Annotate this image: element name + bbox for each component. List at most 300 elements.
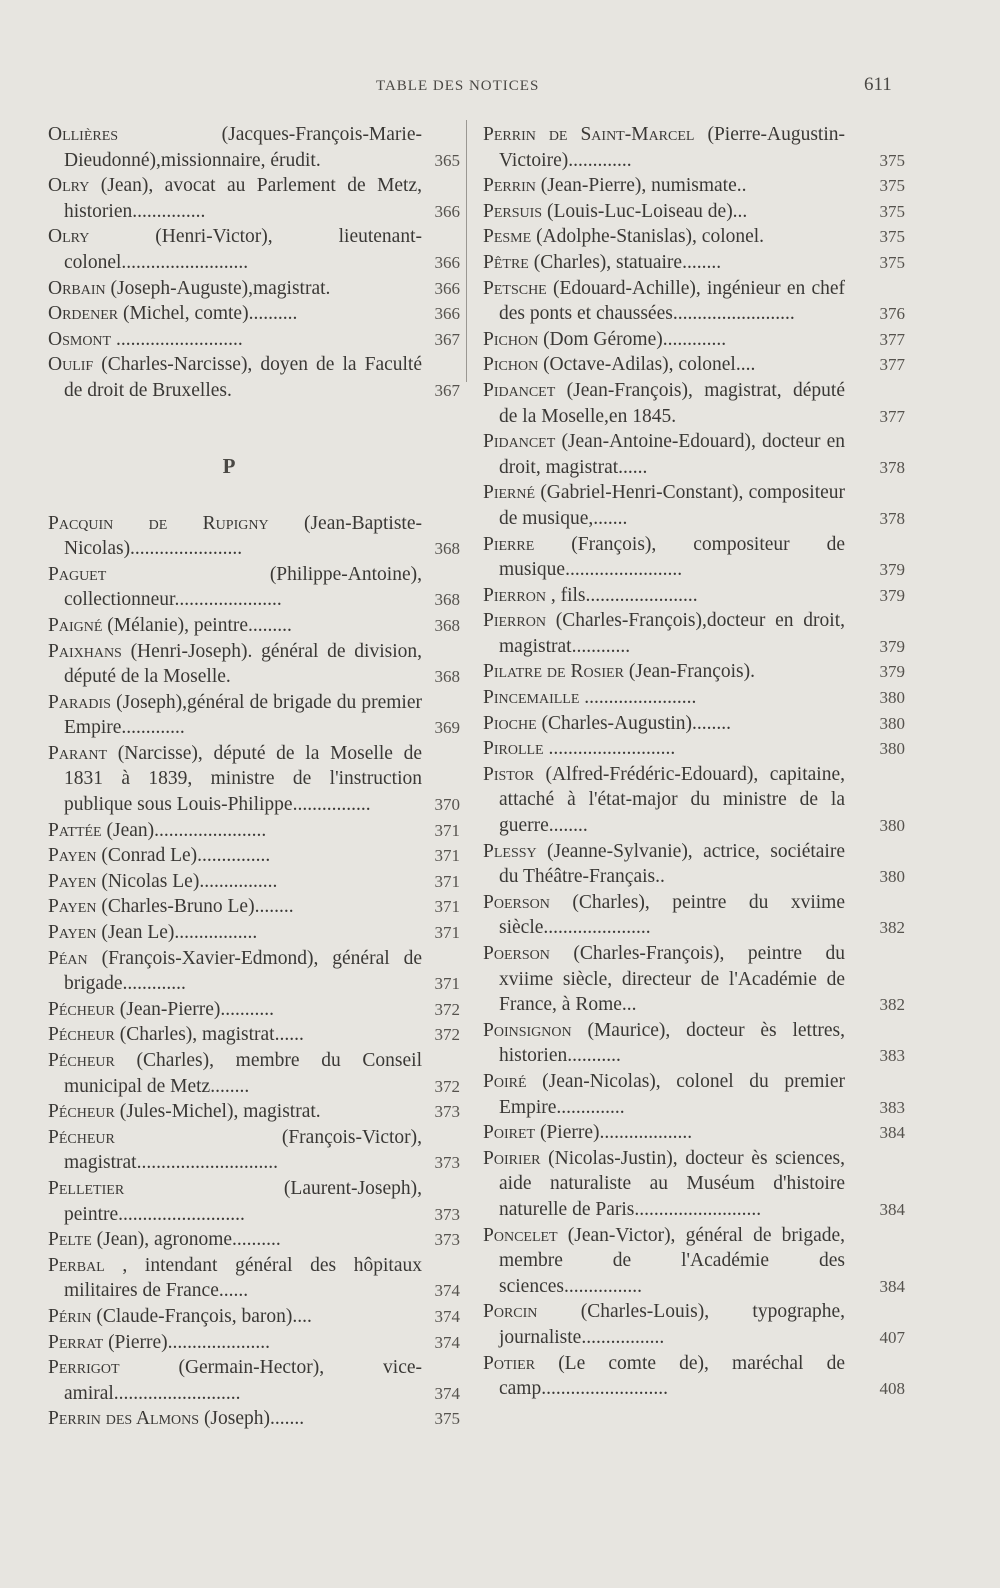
index-entry <box>48 869 460 895</box>
entry-description: (Narcisse), député de la Moselle de 1831 à 1839, ministre de l'instruction publique sous Louis-Philippe................ <box>64 742 423 816</box>
column-divider <box>466 120 467 382</box>
entry-text <box>48 613 422 639</box>
index-entry <box>483 1351 905 1402</box>
entry-list-p <box>48 511 460 1432</box>
entry-name: Péan <box>48 947 88 969</box>
entry-text <box>48 352 422 403</box>
entry-description: (Joseph),général de brigade du premier Empire............. <box>64 691 422 739</box>
entry-description: (Charles), peintre du xviime siècle...................... <box>499 891 845 939</box>
entry-name: Payen <box>48 870 97 892</box>
entry-page-number: 368 <box>434 539 460 559</box>
entry-page-number: 379 <box>879 662 905 682</box>
entry-text <box>483 1018 845 1069</box>
entry-text <box>483 276 845 327</box>
entry-description: (Jean), agronome.......... <box>96 1229 281 1251</box>
entry-name: Pincemaille <box>483 687 580 709</box>
section-letter: P <box>222 453 236 478</box>
index-entry <box>483 659 905 685</box>
entry-text <box>48 894 422 920</box>
entry-description: (Pierre-Augustin-Victoire)............. <box>499 124 846 171</box>
entry-page-number: 366 <box>434 304 460 324</box>
entry-name: Parant <box>48 742 108 764</box>
index-entry <box>48 1176 460 1227</box>
entry-name: Pécheur <box>48 1126 115 1148</box>
entry-name: Pécheur <box>48 998 115 1020</box>
index-entry <box>483 480 905 531</box>
entry-name: Payen <box>48 922 97 944</box>
entry-text <box>48 1176 422 1227</box>
index-entry <box>48 920 460 946</box>
index-entry <box>483 1018 905 1069</box>
entry-text <box>483 941 845 1018</box>
entry-text <box>48 511 422 562</box>
index-entry <box>483 711 905 737</box>
entry-name: Paguet <box>48 563 107 585</box>
entry-description: (Nicolas Le)................ <box>101 870 278 892</box>
index-entry <box>483 1120 905 1146</box>
entry-page-number: 408 <box>879 1379 905 1399</box>
entry-name: Périn <box>48 1305 92 1327</box>
entry-description: (Jean-Victor), général de brigade, membre de l'Académie des sciences................ <box>499 1224 846 1297</box>
entry-page-number: 382 <box>879 995 905 1015</box>
entry-page-number: 379 <box>879 585 905 605</box>
entry-description: (Jean), avocat au Parlement de Metz, historien............... <box>64 175 423 222</box>
entry-description: (Jean-Pierre)........... <box>119 998 275 1020</box>
entry-text <box>483 352 845 378</box>
entry-name: Paigné <box>48 614 103 636</box>
index-entry <box>48 1253 460 1304</box>
entry-text <box>483 1069 845 1120</box>
entry-description: (Germain-Hector), vice-amiral.......................... <box>64 1357 422 1404</box>
entry-text <box>483 122 845 173</box>
entry-text <box>48 1253 422 1304</box>
index-entry <box>48 122 460 173</box>
index-entry <box>48 276 460 302</box>
index-entry <box>48 613 460 639</box>
entry-description: (Nicolas-Justin), docteur ès sciences, aide naturaliste au Muséum d'histoire naturelle de Paris.......................... <box>499 1147 845 1220</box>
entry-name: Poirier <box>483 1147 541 1169</box>
entry-name: Pierron <box>483 610 546 632</box>
entry-name: Potier <box>483 1352 536 1374</box>
index-entry <box>483 532 905 583</box>
index-entry <box>483 1223 905 1300</box>
entry-name: Paradis <box>48 691 111 713</box>
entry-page-number: 366 <box>434 201 460 221</box>
entry-page-number: 368 <box>434 590 460 610</box>
entry-text <box>483 762 845 839</box>
entry-name: Pécheur <box>48 1101 115 1123</box>
entry-page-number: 372 <box>434 1025 460 1045</box>
entry-description: (Jean-Nicolas), colonel du premier Empire.............. <box>499 1070 845 1118</box>
entry-page-number: 367 <box>434 380 460 400</box>
entry-text <box>48 1406 422 1432</box>
index-entry <box>48 741 460 818</box>
entry-page-number: 379 <box>879 636 905 656</box>
index-entry <box>48 1048 460 1099</box>
entry-name: Poiret <box>483 1122 536 1144</box>
entry-name: Poiré <box>483 1070 527 1092</box>
entry-name: Orbain <box>48 277 106 299</box>
entry-page-number: 368 <box>434 615 460 635</box>
index-entry <box>483 250 905 276</box>
entry-description: ....................... <box>584 687 697 709</box>
entry-page-number: 371 <box>434 974 460 994</box>
entry-text <box>48 276 422 302</box>
entry-text <box>48 1125 422 1176</box>
index-entry <box>483 762 905 839</box>
index-entry <box>48 639 460 690</box>
index-entry <box>48 1304 460 1330</box>
entry-description: , fils....................... <box>550 584 698 606</box>
entry-name: Perrigot <box>48 1357 120 1379</box>
entry-name: Pesme <box>483 226 532 248</box>
entry-page-number: 377 <box>879 406 905 426</box>
index-entry <box>483 1069 905 1120</box>
entry-page-number: 367 <box>434 329 460 349</box>
entry-text <box>483 532 845 583</box>
entry-description: (Charles-François),docteur en droit, magistrat............ <box>499 610 845 657</box>
entry-description: (Jules-Michel), magistrat. <box>119 1101 321 1123</box>
index-entry <box>48 327 460 353</box>
entry-name: Perrat <box>48 1331 104 1353</box>
entry-page-number: 375 <box>434 1409 460 1429</box>
entry-description: .......................... <box>115 328 243 350</box>
entry-name: Pidancet <box>483 379 556 401</box>
entry-description: (Jacques-François-Marie-Dieudonné),missionnaire, érudit. <box>64 124 422 171</box>
index-entry <box>483 685 905 711</box>
index-entry <box>48 511 460 562</box>
entry-description: (Alfred-Frédéric-Edouard), capitaine, attaché à l'état-major du ministre de la guerre........ <box>499 763 845 837</box>
index-entry <box>483 941 905 1018</box>
entry-name: Pelletier <box>48 1177 125 1199</box>
entry-name: Pattée <box>48 819 102 841</box>
entry-description: (Jean-Baptiste-Nicolas)....................... <box>64 512 422 560</box>
entry-list-p-continued <box>483 122 905 1402</box>
right-column <box>483 122 905 1402</box>
index-entry <box>48 352 460 403</box>
entry-text <box>483 1351 845 1402</box>
entry-name: Ollières <box>48 124 119 145</box>
entry-text <box>48 173 422 224</box>
entry-name: Paixhans <box>48 640 122 662</box>
entry-text <box>483 890 845 941</box>
entry-description: (Philippe-Antoine), collectionneur...................... <box>64 563 422 611</box>
entry-name: Pêtre <box>483 251 529 273</box>
entry-name: Petsche <box>483 277 547 299</box>
index-entry <box>483 224 905 250</box>
entry-text <box>483 224 845 250</box>
index-entry <box>48 301 460 327</box>
entry-name: Pacquin de Rupigny <box>48 512 269 534</box>
entry-page-number: 365 <box>434 150 460 170</box>
entry-description: .......................... <box>548 738 676 760</box>
entry-text <box>483 839 845 890</box>
entry-text <box>483 711 845 737</box>
entry-text <box>48 122 422 173</box>
entry-text <box>483 173 845 199</box>
index-entry <box>483 608 905 659</box>
entry-description: (Maurice), docteur ès lettres, historien........... <box>499 1019 845 1067</box>
entry-page-number: 369 <box>434 718 460 738</box>
entry-text <box>483 1223 845 1300</box>
entry-text <box>48 301 422 327</box>
entry-name: Poerson <box>483 891 550 913</box>
entry-page-number: 374 <box>434 1281 460 1301</box>
entry-page-number: 376 <box>879 304 905 324</box>
entry-text <box>48 920 422 946</box>
entry-name: Porcin <box>483 1301 538 1323</box>
index-entry <box>483 327 905 353</box>
entry-name: Pistor <box>483 763 535 785</box>
index-entry <box>483 378 905 429</box>
entry-description: (Charles-Louis), typographe, journaliste................. <box>499 1301 845 1348</box>
entry-text <box>483 583 845 609</box>
entry-description: (Claude-François, baron).... <box>96 1305 312 1327</box>
index-entry <box>48 562 460 613</box>
entry-text <box>48 327 422 353</box>
entry-name: Perrin <box>483 175 536 197</box>
entry-description: (Joseph-Auguste),magistrat. <box>110 277 331 299</box>
entry-page-number: 371 <box>434 871 460 891</box>
entry-page-number: 377 <box>879 355 905 375</box>
entry-page-number: 384 <box>879 1199 905 1219</box>
entry-description: (Adolphe-Stanislas), colonel. <box>536 226 765 248</box>
entry-name: Pécheur <box>48 1050 115 1071</box>
index-entry <box>48 224 460 275</box>
entry-page-number: 371 <box>434 820 460 840</box>
index-entry <box>48 1330 460 1356</box>
entry-page-number: 380 <box>879 688 905 708</box>
entry-description: (Charles-François), peintre du xviime siècle, directeur de l'Académie de France, à Rome... <box>499 943 846 1016</box>
entry-text <box>483 1146 845 1223</box>
entry-text <box>483 659 845 685</box>
entry-description: (Charles), statuaire........ <box>533 251 722 273</box>
index-entry <box>48 1022 460 1048</box>
entry-text <box>483 250 845 276</box>
page-number: 611 <box>864 74 892 95</box>
entry-text <box>48 1048 422 1099</box>
index-entry <box>48 1125 460 1176</box>
index-entry <box>48 1227 460 1253</box>
entry-page-number: 382 <box>879 918 905 938</box>
entry-name: Plessy <box>483 840 537 862</box>
entry-description: (Jeanne-Sylvanie), actrice, sociétaire du Théâtre-Français.. <box>499 840 845 888</box>
entry-name: Perbal <box>48 1254 105 1276</box>
entry-description: (Charles-Bruno Le)........ <box>101 896 294 918</box>
entry-description: (Henri-Joseph). général de division, député de la Moselle. <box>64 640 422 688</box>
entry-description: (Octave-Adilas), colonel.... <box>543 354 756 376</box>
entry-page-number: 372 <box>434 1076 460 1096</box>
entry-description: (Charles-Augustin)........ <box>541 712 732 734</box>
index-entry <box>483 429 905 480</box>
entry-page-number: 379 <box>879 560 905 580</box>
index-entry <box>48 843 460 869</box>
running-title: TABLE DES NOTICES <box>376 78 540 94</box>
entry-name: Pirolle <box>483 738 544 760</box>
entry-description: (François-Xavier-Edmond), général de brigade............. <box>64 947 423 995</box>
entry-page-number: 375 <box>879 176 905 196</box>
entry-name: Pierron <box>483 584 546 606</box>
entry-text <box>483 685 845 711</box>
entry-text <box>48 869 422 895</box>
entry-name: Osmont <box>48 328 112 350</box>
entry-page-number: 366 <box>434 278 460 298</box>
entry-description: (Pierre)..................... <box>108 1331 270 1353</box>
entry-description: (Jean-François). <box>628 661 755 683</box>
index-entry <box>483 839 905 890</box>
entry-description: (Joseph)....... <box>203 1408 305 1430</box>
entry-name: Poerson <box>483 943 550 964</box>
entry-name: Pidancet <box>483 431 556 453</box>
entry-name: Olry <box>48 175 90 197</box>
index-entry <box>483 122 905 173</box>
entry-description: (François-Victor), magistrat............................. <box>64 1126 422 1174</box>
entry-page-number: 373 <box>434 1102 460 1122</box>
entry-text <box>48 562 422 613</box>
entry-page-number: 374 <box>434 1332 460 1352</box>
entry-description: (Laurent-Joseph), peintre.......................... <box>64 1177 422 1225</box>
entry-description: (Michel, comte).......... <box>122 303 298 325</box>
entry-name: Perrin de Saint-Marcel <box>483 124 695 145</box>
entry-name: Payen <box>48 845 97 867</box>
index-entry <box>48 997 460 1023</box>
index-entry <box>483 1299 905 1350</box>
entry-text <box>48 741 422 818</box>
entry-page-number: 371 <box>434 846 460 866</box>
entry-text <box>48 1330 422 1356</box>
entry-text <box>48 818 422 844</box>
entry-description: (Jean-Pierre), numismate.. <box>540 175 747 197</box>
index-entry <box>48 1355 460 1406</box>
entry-text <box>48 1304 422 1330</box>
entry-page-number: 383 <box>879 1046 905 1066</box>
entry-page-number: 380 <box>879 867 905 887</box>
entry-text <box>48 639 422 690</box>
entry-page-number: 384 <box>879 1123 905 1143</box>
entry-text <box>48 1227 422 1253</box>
entry-page-number: 380 <box>879 816 905 836</box>
entry-text <box>48 1022 422 1048</box>
entry-page-number: 380 <box>879 713 905 733</box>
entry-name: Poncelet <box>483 1224 558 1246</box>
entry-text <box>483 327 845 353</box>
entry-name: Pierné <box>483 482 536 504</box>
index-entry <box>483 736 905 762</box>
entry-text <box>48 1355 422 1406</box>
entry-description: (Le comte de), maréchal de camp.......................... <box>499 1352 845 1400</box>
entry-description: (Conrad Le)............... <box>101 845 271 867</box>
entry-page-number: 373 <box>434 1153 460 1173</box>
entry-description: (Jean Le)................. <box>101 922 258 944</box>
entry-description: , intendant général des hôpitaux militaires de France...... <box>64 1254 422 1302</box>
entry-text <box>483 480 845 531</box>
entry-page-number: 375 <box>879 252 905 272</box>
entry-text <box>483 429 845 480</box>
entry-name: Pécheur <box>48 1024 115 1046</box>
entry-page-number: 374 <box>434 1383 460 1403</box>
entry-description: (François), compositeur de musique........................ <box>499 533 846 581</box>
entry-name: Payen <box>48 896 97 918</box>
index-entry <box>48 1406 460 1432</box>
entry-text <box>48 1099 422 1125</box>
entry-description: (Mélanie), peintre......... <box>107 614 292 636</box>
entry-name: Oulif <box>48 354 94 376</box>
index-entry <box>48 894 460 920</box>
entry-page-number: 373 <box>434 1230 460 1250</box>
entry-text <box>48 690 422 741</box>
entry-text <box>48 224 422 275</box>
entry-text <box>48 946 422 997</box>
entry-page-number: 377 <box>879 329 905 349</box>
entry-page-number: 384 <box>879 1276 905 1296</box>
entry-name: Pioche <box>483 712 537 734</box>
entry-page-number: 407 <box>879 1327 905 1347</box>
index-entry <box>483 173 905 199</box>
entry-description: (Jean-François), magistrat, député de la Moselle,en 1845. <box>499 379 846 427</box>
entry-name: Pelte <box>48 1229 92 1251</box>
entry-description: (Edouard-Achille), ingénieur en chef des ponts et chaussées......................... <box>499 277 845 325</box>
entry-name: Poinsignon <box>483 1019 572 1041</box>
index-entry <box>483 199 905 225</box>
entry-text <box>483 1120 845 1146</box>
entry-description: (Gabriel-Henri-Constant), compositeur de musique,....... <box>499 482 846 529</box>
entry-description: (Charles), membre du Conseil municipal de Metz........ <box>64 1050 423 1097</box>
entry-name: Pichon <box>483 328 539 350</box>
entry-page-number: 366 <box>434 252 460 272</box>
entry-name: Pilatre de Rosier <box>483 661 624 683</box>
entry-page-number: 372 <box>434 999 460 1019</box>
index-entry <box>483 890 905 941</box>
entry-page-number: 371 <box>434 923 460 943</box>
entry-name: Pichon <box>483 354 539 376</box>
entry-page-number: 375 <box>879 227 905 247</box>
entry-description: (Henri-Victor), lieutenant-colonel.......................... <box>64 226 422 273</box>
entry-list-o <box>48 122 460 404</box>
index-entry <box>48 818 460 844</box>
index-entry <box>48 1099 460 1125</box>
entry-page-number: 375 <box>879 150 905 170</box>
index-entry <box>483 1146 905 1223</box>
entry-text <box>48 997 422 1023</box>
index-entry <box>48 690 460 741</box>
entry-page-number: 374 <box>434 1306 460 1326</box>
entry-description: (Charles), magistrat...... <box>119 1024 304 1046</box>
entry-description: (Jean)....................... <box>106 819 267 841</box>
entry-name: Olry <box>48 226 90 248</box>
entry-description: (Dom Gérome)............. <box>543 328 727 350</box>
index-entry <box>48 173 460 224</box>
left-column <box>48 122 460 1432</box>
entry-page-number: 380 <box>879 739 905 759</box>
entry-page-number: 383 <box>879 1097 905 1117</box>
entry-name: Ordener <box>48 303 119 325</box>
index-entry <box>48 946 460 997</box>
entry-text <box>483 199 845 225</box>
entry-text <box>48 843 422 869</box>
entry-text <box>483 608 845 659</box>
entry-page-number: 375 <box>879 201 905 221</box>
entry-text <box>483 736 845 762</box>
entry-page-number: 373 <box>434 1204 460 1224</box>
entry-name: Perrin des Almons <box>48 1408 200 1430</box>
entry-page-number: 378 <box>879 457 905 477</box>
entry-description: (Pierre)................... <box>539 1122 693 1144</box>
index-entry <box>483 583 905 609</box>
entry-page-number: 368 <box>434 667 460 687</box>
index-entry <box>483 276 905 327</box>
entry-page-number: 370 <box>434 795 460 815</box>
entry-text <box>483 1299 845 1350</box>
